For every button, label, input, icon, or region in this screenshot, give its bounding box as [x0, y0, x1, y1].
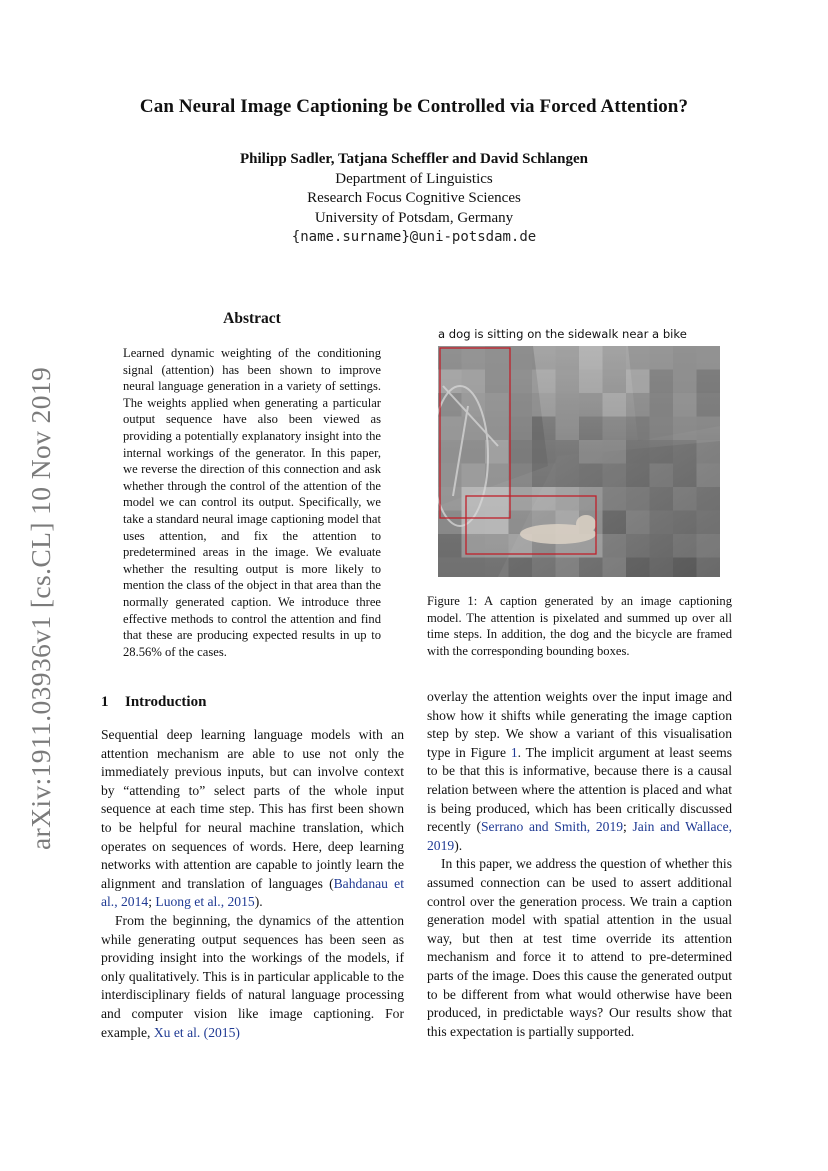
paragraph-text: . The implicit argument at least seems to be that this is informative, because there is a causal relation between where the attention is placed and what is being produced, which has been critically discussed recently (	[427, 744, 732, 835]
arxiv-stamp[interactable]	[20, 360, 60, 850]
attention-cell	[650, 487, 674, 511]
attention-cell	[509, 393, 533, 417]
attention-cell	[579, 417, 603, 441]
author-block	[0, 150, 828, 248]
affiliation-line: Research Focus Cognitive Sciences	[307, 190, 521, 206]
paragraph: In this paper, we address the question of whether this assumed connection can be used to assert additional control over the generation process. We train a caption generation model with spatial attention in the usual way, but then at test time override its attention mechanism and force it to attend to pre-determined parts of the image. Does this cause the generated output to be different from what would otherwise have been produced, in predictable ways? Our results show that this expectation is partially supported.	[427, 856, 732, 1039]
attention-cell	[532, 370, 556, 394]
attention-cell	[697, 393, 721, 417]
attention-cell	[579, 464, 603, 488]
paragraph-text: From the beginning, the dynamics of the attention while generating output sequences has been seen as providing insight into the workings of the models, if only qualitatively. This is in particular applicable to the interdisciplinary fields of natural language processing and computer vision like image captioning. For example,	[101, 912, 404, 1040]
paragraph-text: Sequential deep learning language models with an attention mechanism are able to use not only the immediately previous inputs, but can involve context by “attending to” select parts of the whole input sequence at each time step. This has first been shown to be helpful for neural machine translation, which operates on sequences of words. Here, deep learning networks with attention are capable to jointly learn the alignment and translation of languages (	[101, 727, 404, 891]
right-column	[427, 688, 732, 1041]
citation-link[interactable]: Serrano and Smith, 2019	[481, 819, 624, 835]
author-names: Philipp Sadler, Tatjana Scheffler and David Schlangen	[239, 151, 588, 167]
citation-link[interactable]: Jain and Wallace, 2019	[427, 819, 732, 853]
attention-cell	[438, 558, 462, 578]
attention-cell	[579, 487, 603, 511]
attention-cell	[603, 464, 627, 488]
attention-cell	[626, 487, 650, 511]
attention-cell	[556, 417, 580, 441]
attention-cell	[650, 464, 674, 488]
section-number: 1	[101, 694, 109, 710]
attention-cell	[673, 534, 697, 558]
attention-cell	[509, 487, 533, 511]
attention-cell	[556, 558, 580, 578]
paragraph-text: ).	[254, 894, 263, 910]
abstract-text: Learned dynamic weighting of the conditioning signal (attention) has been shown to improve neural language generation in a variety of settings. The weights applied when generating a particular output sequence have also been viewed as providing a potentially explanatory insight into the internal workings of the generator. In this paper, we reverse the direction of this connection and ask whether through the control of the attention of the model we can control its output. Specifically, we take a standard neural image captioning model that uses attention, and fix the attention to predetermined areas in the image. We evaluate whether the resulting output is more likely to mention the class of the object in that area than the normally generated caption. We introduce three effective methods to control the attention and find that these are producing expected results in up to 28.56% of the cases.	[123, 346, 381, 659]
attention-cell	[650, 346, 674, 370]
citation-link[interactable]: Xu et al. (2015)	[153, 1024, 240, 1040]
attention-cell	[579, 440, 603, 464]
attention-cell	[438, 440, 462, 464]
paragraph-text: ;	[623, 819, 633, 835]
figure-caption: Figure 1: A caption generated by an image captioning model. The attention is pixelated and summed up over all time steps. In addition, the dog and the bicycle are framed with the corresponding bounding boxes.	[427, 594, 732, 658]
attention-cell	[697, 511, 721, 535]
attention-cell	[556, 464, 580, 488]
attention-cell	[626, 440, 650, 464]
attention-cell	[579, 393, 603, 417]
attention-cell	[485, 370, 509, 394]
attention-cell	[532, 558, 556, 578]
attention-cell	[697, 464, 721, 488]
attention-cell	[509, 417, 533, 441]
attention-cell	[626, 558, 650, 578]
section-heading	[101, 694, 206, 711]
attention-cell	[650, 370, 674, 394]
attention-cell	[556, 346, 580, 370]
attention-cell	[462, 346, 486, 370]
attention-cell	[603, 393, 627, 417]
attention-cell	[626, 417, 650, 441]
attention-cell	[650, 534, 674, 558]
attention-cell	[603, 417, 627, 441]
generated-caption: a dog is sitting on the sidewalk near a bike	[438, 327, 687, 341]
attention-figure	[438, 346, 720, 577]
attention-cell	[532, 346, 556, 370]
attention-cell	[462, 464, 486, 488]
attention-cell	[697, 558, 721, 578]
attention-cell	[509, 464, 533, 488]
attention-cell	[603, 346, 627, 370]
attention-cell	[579, 370, 603, 394]
attention-cell	[673, 511, 697, 535]
paragraph	[101, 726, 404, 912]
attention-cell	[556, 487, 580, 511]
attention-cell	[438, 534, 462, 558]
attention-cell	[438, 346, 462, 370]
attention-cell	[603, 487, 627, 511]
attention-cell	[462, 511, 486, 535]
paragraph-text: ).	[454, 837, 463, 853]
attention-cell	[603, 370, 627, 394]
attention-cell	[532, 417, 556, 441]
attention-cell	[697, 440, 721, 464]
attention-cell	[650, 558, 674, 578]
attention-cell	[532, 464, 556, 488]
attention-cell	[626, 346, 650, 370]
attention-cell	[579, 558, 603, 578]
section-title: Introduction	[125, 694, 207, 710]
attention-cell	[673, 393, 697, 417]
attention-cells	[438, 346, 720, 577]
citation-link[interactable]: Bahdanau et al., 2014	[101, 875, 404, 910]
attention-cell	[532, 487, 556, 511]
attention-cell	[556, 393, 580, 417]
attention-cell	[697, 417, 721, 441]
paragraph-text: overlay the attention weights over the input image and show how it shifts while generating the image caption step by step. We show a variant of this visualisation type in Figure	[427, 689, 732, 760]
affiliation-line: University of Potsdam, Germany	[314, 209, 514, 226]
attention-cell	[650, 417, 674, 441]
attention-cell	[650, 393, 674, 417]
attention-cell	[509, 440, 533, 464]
affiliation-line: Department of Linguistics	[335, 170, 493, 187]
attention-cell	[626, 370, 650, 394]
attention-cell	[509, 370, 533, 394]
attention-cell	[603, 534, 627, 558]
attention-cell	[650, 440, 674, 464]
attention-cell	[626, 393, 650, 417]
attention-cell	[438, 417, 462, 441]
left-column	[101, 726, 404, 1042]
attention-cell	[673, 346, 697, 370]
attention-cell	[485, 393, 509, 417]
attention-cell	[650, 511, 674, 535]
paper-title: Can Neural Image Captioning be Controlled via Forced Attention?	[139, 96, 689, 117]
attention-cell	[509, 558, 533, 578]
attention-cell	[532, 393, 556, 417]
attention-cell	[603, 511, 627, 535]
attention-cell	[673, 487, 697, 511]
attention-cell	[462, 440, 486, 464]
abstract-heading: Abstract	[223, 310, 281, 327]
attention-cell	[485, 346, 509, 370]
citation-link[interactable]: Luong et al., 2015	[155, 894, 255, 910]
arxiv-stamp-text: arXiv:1911.03936v1 [cs.CL] 10 Nov 2019	[25, 366, 56, 850]
attention-cell	[626, 534, 650, 558]
attention-cell	[673, 370, 697, 394]
attention-cell	[673, 558, 697, 578]
attention-cell	[697, 487, 721, 511]
author-email[interactable]: {name.surname}@uni-potsdam.de	[291, 229, 537, 245]
attention-cell	[556, 370, 580, 394]
paragraph	[101, 912, 404, 1042]
attention-cell	[509, 346, 533, 370]
paragraph-text: ;	[148, 894, 156, 910]
attention-cell	[556, 440, 580, 464]
attention-cell	[485, 558, 509, 578]
attention-cell	[532, 440, 556, 464]
attention-cell	[462, 370, 486, 394]
paragraph	[427, 688, 732, 855]
figure-reference-link[interactable]: 1	[510, 744, 518, 760]
attention-cell	[626, 464, 650, 488]
attention-cell	[673, 464, 697, 488]
attention-cell	[462, 558, 486, 578]
attention-cell	[697, 534, 721, 558]
attention-cell	[673, 440, 697, 464]
attention-cell	[485, 511, 509, 535]
attention-cell	[603, 440, 627, 464]
attention-cell	[485, 487, 509, 511]
attention-cell	[697, 346, 721, 370]
attention-cell	[697, 370, 721, 394]
attention-cell	[673, 417, 697, 441]
attention-cell	[603, 558, 627, 578]
attention-cell	[626, 511, 650, 535]
attention-cell	[579, 346, 603, 370]
